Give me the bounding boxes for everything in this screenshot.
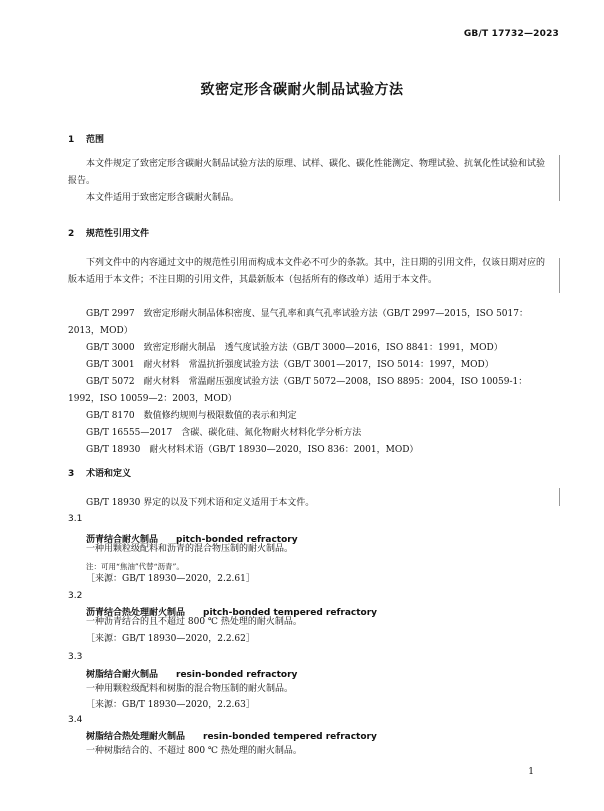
- term-en: pitch-bonded tempered refractory: [203, 608, 378, 618]
- term-number: 3.2: [68, 591, 83, 601]
- standard-code: GB/T 17732—2023: [463, 29, 559, 39]
- scope-applicability: 本文件适用于致密定形含碳耐火制品。: [86, 193, 240, 203]
- term-number: 3.3: [68, 652, 83, 662]
- section-number: 1: [68, 135, 75, 145]
- scope-paragraph: 本文件规定了致密定形含碳耐火制品试验方法的原理、试样、碳化、碳化性能测定、物理试验、抗氧化性试验和试验报告。: [68, 159, 546, 186]
- page-number: 1: [528, 767, 534, 777]
- term-en: resin-bonded refractory: [176, 670, 298, 680]
- reference-item: GB/T 2997 致密定形耐火制品体积密度、显气孔率和真气孔率试验方法（GB/T 2997—2015，ISO 5017：2013，MOD）: [68, 309, 528, 336]
- terms-intro: GB/T 18930 界定的以及下列术语和定义适用于本文件。: [86, 498, 315, 508]
- term-zh: 沥青结合热处理耐火制品: [86, 608, 186, 618]
- term-title: [86, 729, 377, 742]
- reference-item: GB/T 3000 致密定形耐火制品 透气度试验方法（GB/T 3000—2016，ISO 8841：1991，MOD）: [86, 343, 503, 353]
- term-definition: 一种沥青结合的且不超过 800 ℃ 热处理的耐火制品。: [86, 617, 302, 627]
- section-2-heading: [68, 226, 149, 239]
- term-zh: 树脂结合耐火制品: [86, 670, 159, 680]
- section-number: 2: [68, 229, 75, 239]
- term-en: resin-bonded tempered refractory: [203, 732, 377, 742]
- term-source: ［来源：GB/T 18930—2020，2.2.63］: [86, 700, 255, 710]
- term-number: 3.1: [68, 514, 83, 524]
- margin-mark: [559, 155, 560, 201]
- section-1-heading: [68, 132, 104, 145]
- term-definition: 一种树脂结合的、不超过 800 ℃ 热处理的耐火制品。: [86, 746, 302, 756]
- section-title: 范围: [86, 135, 105, 145]
- term-definition: 一种用颗粒级配料和沥青的混合物压制的耐火制品。: [86, 544, 294, 554]
- term-definition: 一种用颗粒级配料和树脂的混合物压制的耐火制品。: [86, 684, 294, 694]
- section-3-heading: [68, 466, 131, 479]
- section-title: 规范性引用文件: [86, 229, 150, 239]
- term-note: 注：可用“焦油”代替“沥青”。: [86, 562, 184, 571]
- reference-item: GB/T 5072 耐火材料 常温耐压强度试验方法（GB/T 5072—2008，ISO 8895：2004，ISO 10059-1：1992，ISO 10059—2：2003，MOD）: [68, 377, 528, 404]
- reference-item: GB/T 18930 耐火材料术语（GB/T 18930—2020，ISO 836：2001，MOD）: [86, 445, 419, 455]
- section-number: 3: [68, 469, 75, 479]
- margin-mark: [559, 258, 560, 293]
- document-title: 致密定形含碳耐火制品试验方法: [200, 82, 404, 98]
- term-zh: 树脂结合热处理耐火制品: [86, 732, 186, 742]
- term-en: pitch-bonded refractory: [176, 535, 298, 545]
- section-title: 术语和定义: [86, 469, 132, 479]
- term-source: ［来源：GB/T 18930—2020，2.2.62］: [86, 634, 255, 644]
- term-source: ［来源：GB/T 18930—2020，2.2.61］: [86, 574, 255, 584]
- reference-list: [68, 306, 546, 459]
- margin-mark: [559, 488, 560, 506]
- references-intro: 下列文件中的内容通过文中的规范性引用而构成本文件必不可少的条款。其中，注日期的引用文件，仅该日期对应的版本适用于本文件；不注日期的引用文件，其最新版本（包括所有的修改单）适用于本文件。: [68, 258, 546, 285]
- reference-item: GB/T 3001 耐火材料 常温抗折强度试验方法（GB/T 3001—2017，ISO 5014：1997，MOD）: [86, 360, 494, 370]
- reference-item: GB/T 8170 数值修约规则与极限数值的表示和判定: [86, 411, 297, 421]
- term-title: [86, 667, 297, 680]
- term-number: 3.4: [68, 715, 83, 725]
- reference-item: GB/T 16555—2017 含碳、碳化硅、氮化物耐火材料化学分析方法: [86, 428, 362, 438]
- term-zh: 沥青结合耐火制品: [86, 535, 159, 545]
